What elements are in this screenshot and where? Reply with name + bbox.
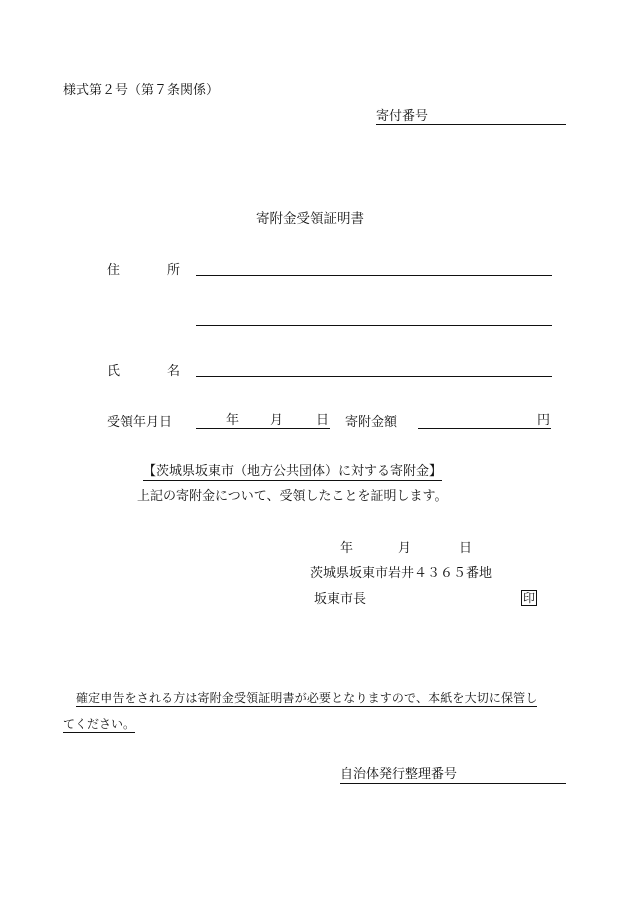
name-field-line[interactable]: [196, 376, 552, 377]
certification-heading: 【茨城県坂東市（地方公共団体）に対する寄附金】: [143, 464, 443, 479]
address-label-first: 住: [107, 263, 121, 278]
issue-day-unit: 日: [459, 541, 473, 556]
yen-unit: 円: [537, 413, 551, 428]
received-date-label: 受領年月日: [107, 415, 173, 430]
certification-statement: 上記の寄附金について、受領したことを証明します。: [137, 489, 448, 504]
address-field-line-1[interactable]: [196, 275, 552, 276]
issue-year-unit: 年: [340, 541, 354, 556]
name-label-second: 名: [167, 364, 181, 379]
received-date-field[interactable]: [196, 428, 330, 429]
received-day-unit: 日: [316, 413, 330, 428]
received-year-unit: 年: [226, 413, 240, 428]
donation-amount-field[interactable]: [418, 428, 551, 429]
notice-line-2: てください。: [63, 717, 136, 731]
donation-number-label: 寄付番号: [376, 109, 429, 124]
document-title: 寄附金受領証明書: [256, 211, 364, 227]
mayor-title: 坂東市長: [314, 592, 367, 607]
seal-mark: 印: [523, 591, 536, 605]
municipality-number-label: 自治体発行整理番号: [340, 767, 458, 782]
donation-number-field[interactable]: [376, 124, 566, 125]
municipality-number-field[interactable]: [340, 783, 566, 784]
received-month-unit: 月: [270, 413, 284, 428]
address-label-second: 所: [167, 263, 181, 278]
address-field-line-2[interactable]: [196, 325, 552, 326]
issuer-address: 茨城県坂東市岩井４３６５番地: [310, 566, 493, 581]
form-number-label: 様式第２号（第７条関係）: [63, 83, 220, 98]
name-label-first: 氏: [107, 364, 121, 379]
notice-line-1: 確定申告をされる方は寄附金受領証明書が必要となりますので、本紙を大切に保管し: [76, 691, 538, 705]
issue-month-unit: 月: [398, 541, 412, 556]
donation-amount-label: 寄附金額: [345, 415, 398, 430]
